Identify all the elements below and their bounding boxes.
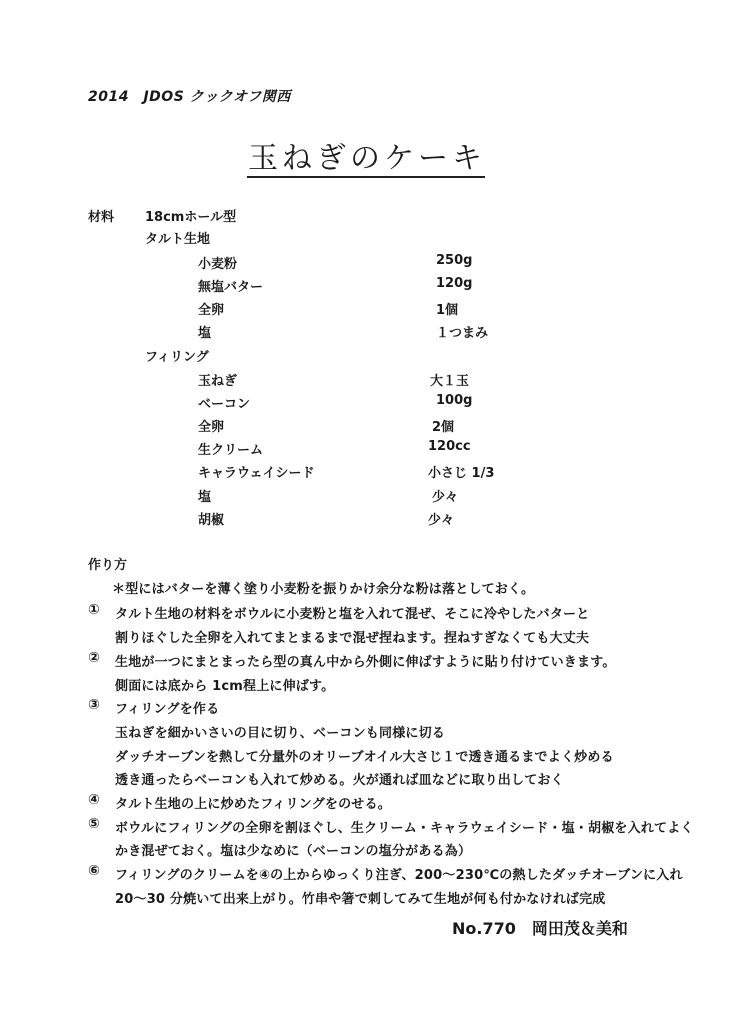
step-line: タルト生地の上に炒めたフィリングをのせる。 [115, 797, 391, 812]
tart-section-label: タルト生地 [145, 232, 211, 247]
ingredient-qty: 少々 [432, 490, 459, 505]
step-line: 20～30 分焼いて出来上がり。竹串や箸で刺してみて生地が何も付かなければ完成 [115, 892, 606, 907]
step-line: 生地が一つにまとまったら型の真ん中から外側に伸ばすように貼り付けていきます。 [115, 655, 616, 670]
ingredient-name: ベーコン [198, 397, 251, 412]
ingredient-name: 塩 [198, 326, 212, 341]
step-number: ② [88, 650, 100, 666]
method-label: 作り方 [88, 558, 128, 573]
title-underline [247, 176, 485, 178]
step-line: ボウルにフィリングの全卵を割ほぐし、生クリーム・キャラウェイシード・塩・胡椒を入れてよく [115, 821, 694, 836]
ingredient-qty: 少々 [428, 513, 455, 528]
document-header: 2014 JDOS クックオフ関西 [88, 89, 291, 105]
ingredient-name: 生クリーム [198, 443, 264, 458]
step-line: 玉ねぎを細かいさいの目に切り、ベーコンも同様に切る [115, 726, 446, 741]
step-line: 透き通ったらベーコンも入れて炒める。火が通れば皿などに取り出しておく [115, 773, 564, 788]
step-number: ⑤ [88, 816, 100, 832]
ingredient-name: 全卵 [198, 420, 225, 435]
pan-size: 18cmホール型 [145, 210, 237, 225]
step-line: 側面には底から 1cm程上に伸ばす。 [115, 679, 335, 694]
ingredient-name: 小麦粉 [198, 257, 238, 272]
ingredient-qty: 250g [436, 253, 473, 268]
materials-label: 材料 [88, 210, 115, 225]
ingredient-qty: 120g [436, 276, 473, 291]
ingredient-name: 全卵 [198, 303, 225, 318]
step-line: かき混ぜておく。塩は少なめに（ベーコンの塩分がある為） [115, 844, 472, 859]
entry-number-authors: No.770 岡田茂＆美和 [452, 919, 628, 938]
step-number: ③ [88, 697, 100, 713]
step-line: タルト生地の材料をボウルに小麦粉と塩を入れて混ぜ、そこに冷やしたバターと [115, 607, 590, 622]
ingredient-qty: 2個 [432, 420, 455, 435]
step-line: ダッチオーブンを熱して分量外のオリーブオイル大さじ１で透き通るまでよく炒める [115, 750, 614, 765]
step-line: フィリングのクリームを④の上からゆっくり注ぎ、200～230℃の熱したダッチオーブンに入れ [115, 868, 683, 883]
filling-section-label: フィリング [145, 350, 209, 365]
page-title: 玉ねぎのケーキ [248, 141, 486, 176]
step-number: ④ [88, 792, 100, 808]
ingredient-name: キャラウェイシード [198, 466, 315, 481]
ingredient-name: 塩 [198, 490, 212, 505]
ingredient-qty: 大１玉 [430, 374, 470, 389]
ingredient-qty: 120cc [428, 439, 471, 454]
step-line: フィリングを作る [115, 702, 220, 717]
ingredient-name: 無塩バター [198, 280, 264, 295]
ingredient-name: 玉ねぎ [198, 374, 238, 389]
step-line: 割りほぐした全卵を入れてまとまるまで混ぜ捏ねます。捏ねすぎなくても大丈夫 [115, 631, 590, 646]
ingredient-qty: １つまみ [436, 326, 489, 341]
ingredient-qty: 1個 [436, 303, 459, 318]
step-number: ⑥ [88, 863, 100, 879]
step-number: ① [88, 602, 100, 618]
prep-note: ＊型にはバターを薄く塗り小麦粉を振りかけ余分な粉は落としておく。 [112, 582, 535, 597]
ingredient-name: 胡椒 [198, 513, 225, 528]
ingredient-qty: 小さじ 1/3 [428, 466, 495, 481]
ingredient-qty: 100g [436, 393, 473, 408]
